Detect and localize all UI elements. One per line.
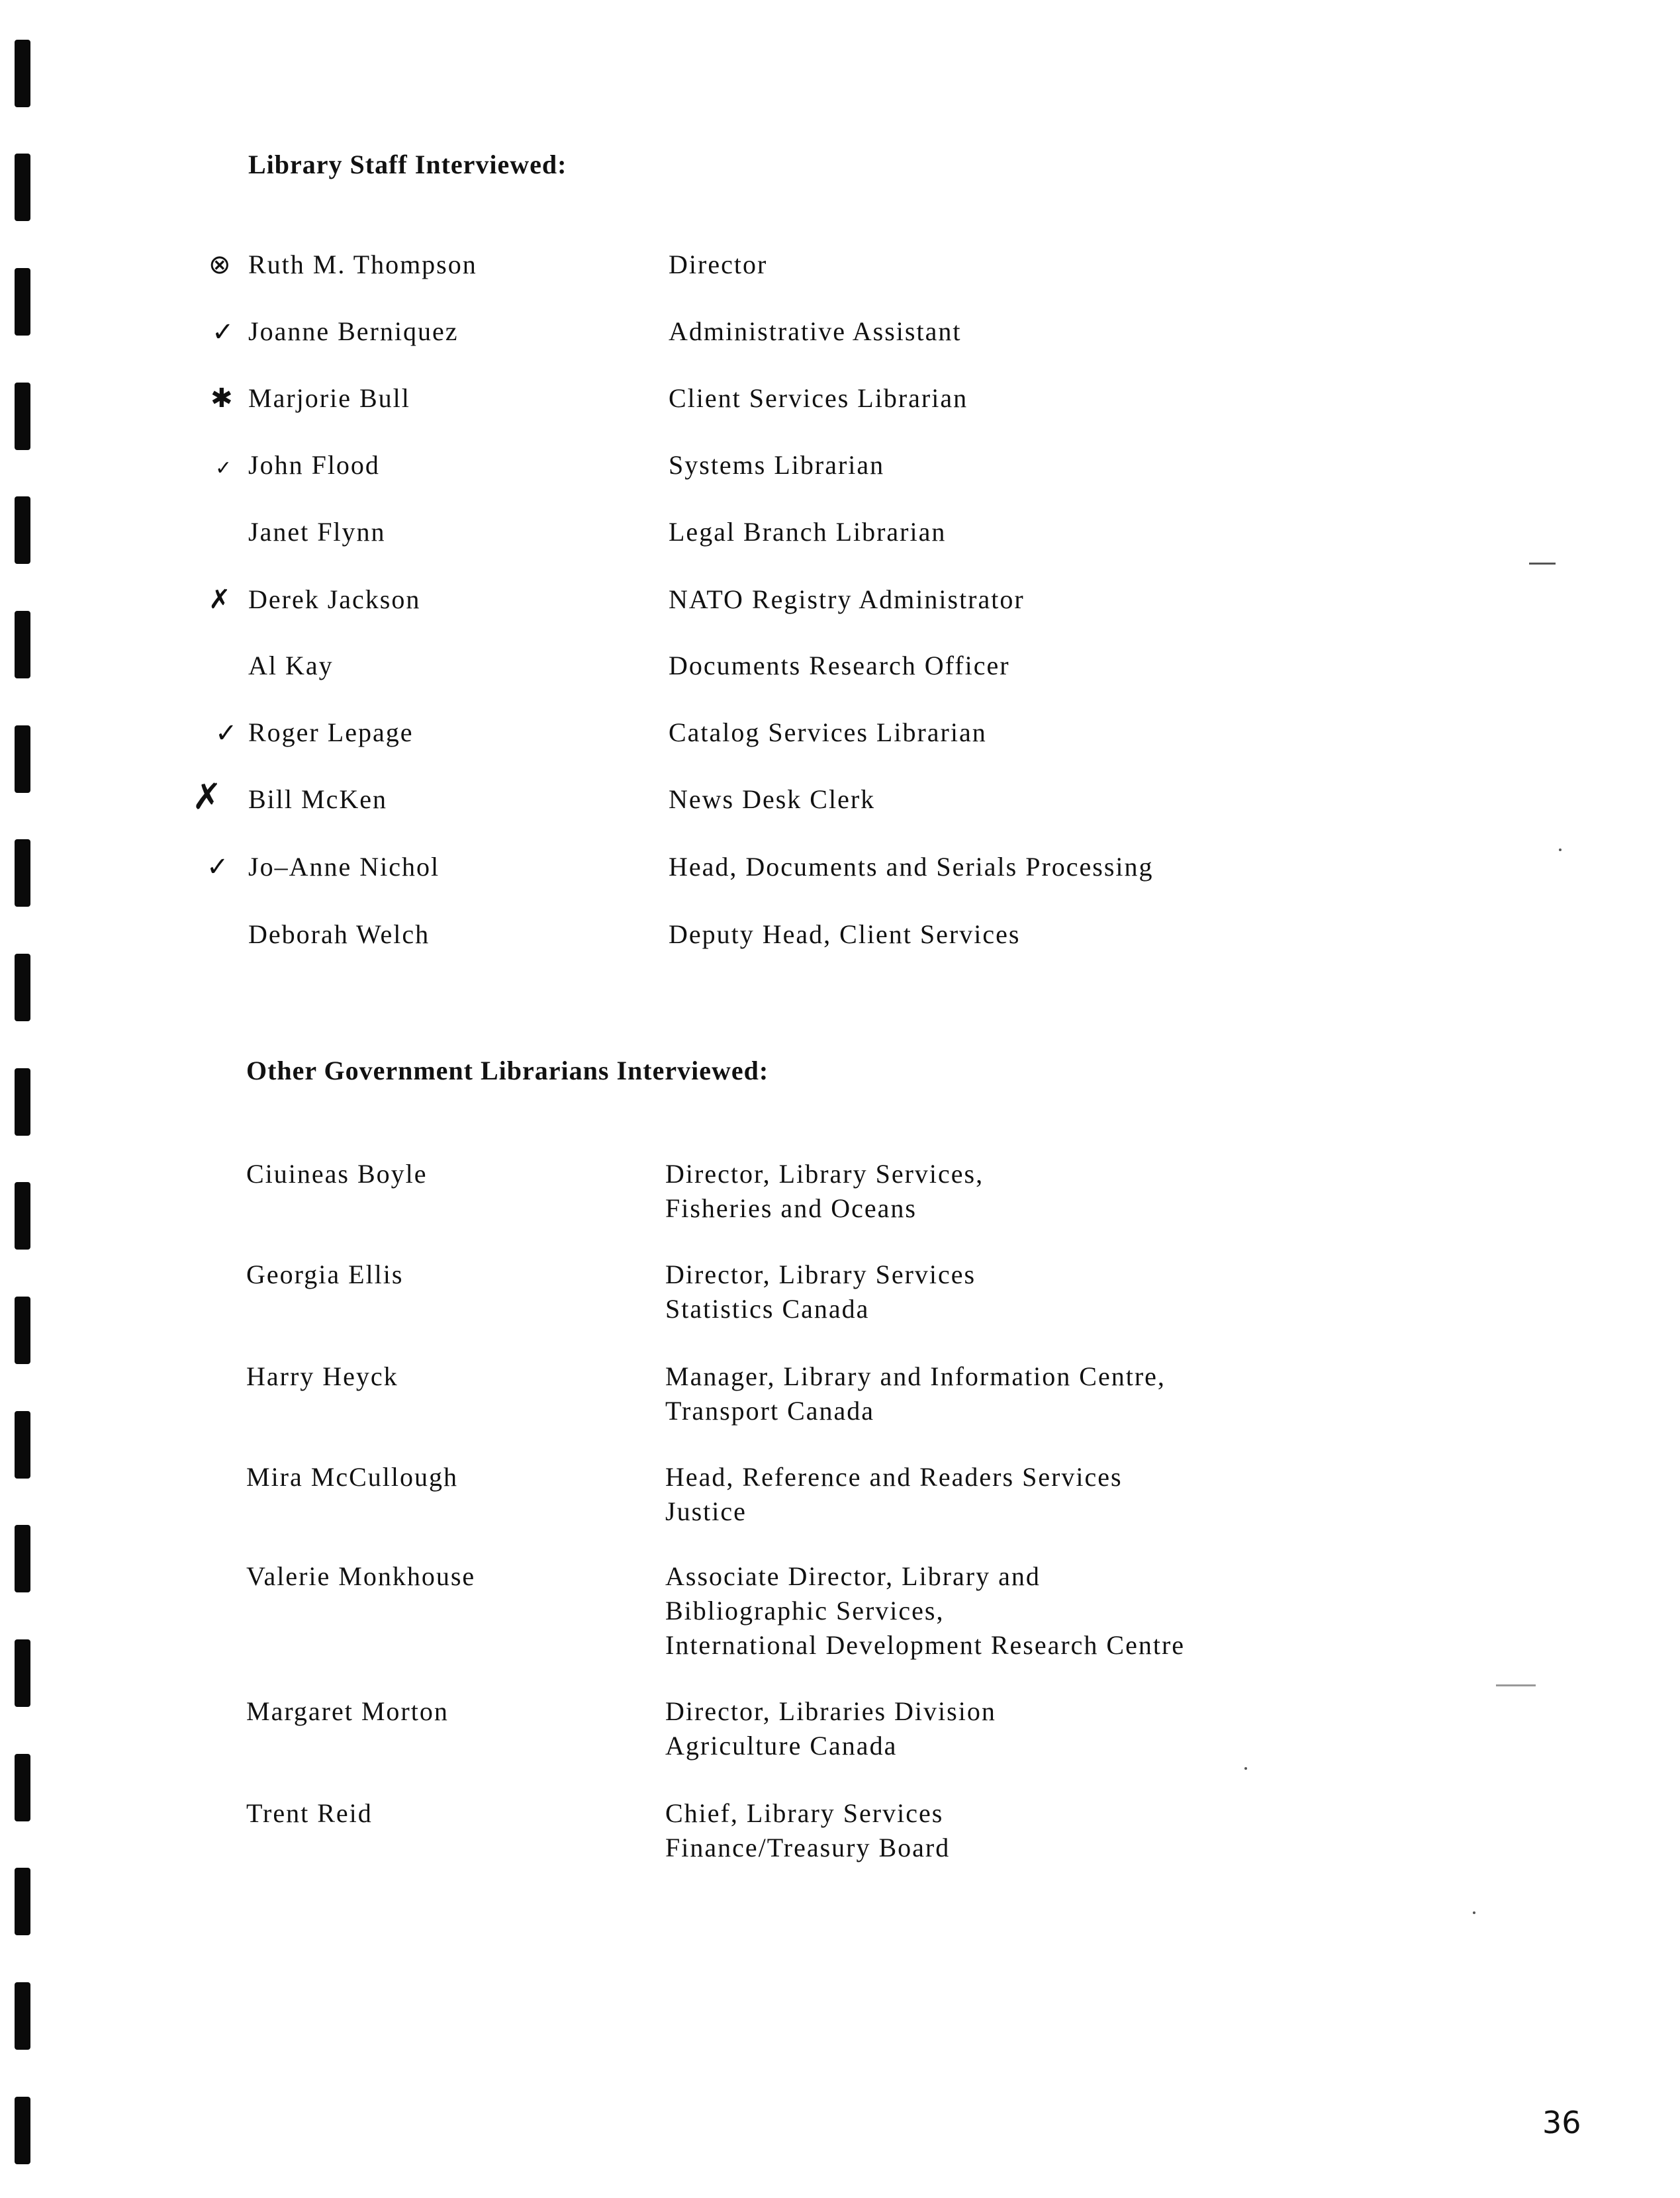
staff-title: Administrative Assistant: [669, 316, 962, 346]
staff-name: Deborah Welch: [248, 919, 430, 949]
binding-hole: [15, 40, 30, 107]
binding-hole: [15, 1411, 30, 1479]
librarian-title-line: Transport Canada: [665, 1396, 875, 1426]
staff-name: Ruth M. Thompson: [248, 250, 477, 279]
librarian-name: Mira McCullough: [246, 1462, 458, 1492]
binding-hole: [15, 1639, 30, 1707]
check-mark: ✓: [215, 457, 232, 480]
scan-speck: [1529, 563, 1556, 565]
binding-hole: [15, 1068, 30, 1136]
librarian-title-line: Head, Reference and Readers Services: [665, 1462, 1123, 1492]
staff-title: News Desk Clerk: [669, 784, 876, 814]
binding-hole: [15, 1868, 30, 1935]
librarian-title-line: International Development Research Centre: [665, 1630, 1186, 1660]
librarian-title-line: Director, Library Services,: [665, 1159, 984, 1189]
staff-title: Director: [669, 250, 768, 279]
staff-name: Al Kay: [248, 651, 334, 680]
check-mark: ✓: [215, 718, 238, 749]
page-number: 36: [1542, 2105, 1581, 2140]
binding-hole: [15, 1982, 30, 2050]
binding-hole: [15, 1297, 30, 1364]
binding-hole: [15, 268, 30, 336]
staff-name: Janet Flynn: [248, 517, 386, 547]
librarian-name: Valerie Monkhouse: [246, 1561, 476, 1591]
librarian-name: Margaret Morton: [246, 1696, 449, 1726]
librarian-name: Georgia Ellis: [246, 1259, 404, 1289]
staff-name: Joanne Berniquez: [248, 316, 459, 346]
staff-title: Systems Librarian: [669, 450, 885, 480]
binding-hole: [15, 1182, 30, 1250]
librarian-title-line: Fisheries and Oceans: [665, 1193, 917, 1223]
librarian-title-line: Finance/Treasury Board: [665, 1833, 951, 1862]
librarian-name: Harry Heyck: [246, 1361, 398, 1391]
circled-x-mark: ⊗: [209, 250, 231, 280]
staff-name: Jo–Anne Nichol: [248, 852, 440, 882]
staff-title: Deputy Head, Client Services: [669, 919, 1021, 949]
scan-speck: [1473, 1911, 1475, 1914]
asterisk-mark: ✱: [210, 383, 233, 414]
scan-speck: [1559, 848, 1562, 851]
librarian-name: Trent Reid: [246, 1798, 373, 1828]
binding-hole: [15, 725, 30, 793]
binding-hole: [15, 154, 30, 221]
staff-name: John Flood: [248, 450, 380, 480]
staff-title: Head, Documents and Serials Processing: [669, 852, 1154, 882]
scan-speck: [1244, 1767, 1247, 1770]
binding-hole: [15, 496, 30, 564]
librarian-title-line: Bibliographic Services,: [665, 1596, 945, 1626]
librarian-title-line: Justice: [665, 1496, 747, 1526]
x-mark: ✗: [209, 584, 231, 615]
x-mark: ✗: [192, 776, 222, 817]
staff-name: Roger Lepage: [248, 717, 414, 747]
binding-hole: [15, 611, 30, 678]
librarian-title-line: Statistics Canada: [665, 1294, 870, 1324]
binding-hole: [15, 839, 30, 907]
librarian-title-line: Associate Director, Library and: [665, 1561, 1041, 1591]
other-section-heading: Other Government Librarians Interviewed:: [246, 1056, 769, 1085]
staff-title: Client Services Librarian: [669, 383, 968, 413]
staff-section-heading: Library Staff Interviewed:: [248, 150, 567, 179]
staff-title: Catalog Services Librarian: [669, 717, 987, 747]
binding-hole: [15, 2097, 30, 2164]
scan-speck: [1496, 1684, 1536, 1686]
staff-title: Legal Branch Librarian: [669, 517, 947, 547]
binding-hole: [15, 954, 30, 1021]
staff-title: NATO Registry Administrator: [669, 584, 1025, 614]
librarian-title-line: Agriculture Canada: [665, 1731, 898, 1761]
staff-name: Marjorie Bull: [248, 383, 410, 413]
librarian-title-line: Director, Library Services: [665, 1259, 976, 1289]
staff-name: Derek Jackson: [248, 584, 421, 614]
staff-title: Documents Research Officer: [669, 651, 1010, 680]
librarian-name: Ciuineas Boyle: [246, 1159, 428, 1189]
librarian-title-line: Manager, Library and Information Centre,: [665, 1361, 1166, 1391]
staff-name: Bill McKen: [248, 784, 387, 814]
binding-hole: [15, 1525, 30, 1592]
check-mark: ✓: [207, 852, 229, 882]
binding-hole: [15, 1754, 30, 1821]
check-mark: ✓: [212, 317, 234, 347]
librarian-title-line: Director, Libraries Division: [665, 1696, 996, 1726]
librarian-title-line: Chief, Library Services: [665, 1798, 944, 1828]
binding-hole: [15, 383, 30, 450]
